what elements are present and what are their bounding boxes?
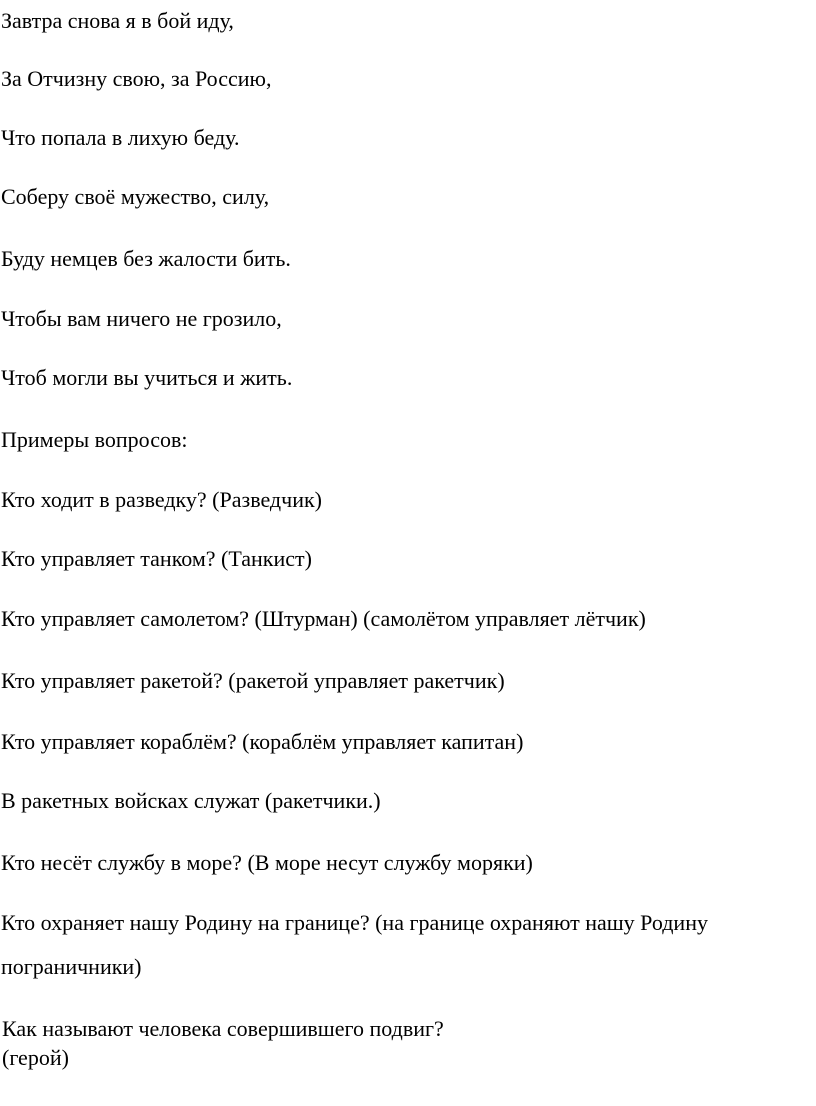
question-line-continuation: пограничники) (1, 954, 142, 979)
question-line: Кто управляет кораблём? (кораблём управляет капитан) (1, 729, 524, 754)
question-line: Кто несёт службу в море? (В море несут службу моряки) (1, 850, 533, 875)
answer-line: (герой) (2, 1045, 69, 1070)
section-heading: Примеры вопросов: (1, 427, 188, 452)
question-line: Как называют человека совершившего подвиг? (2, 1016, 444, 1041)
poem-line-2: За Отчизну свою, за Россию, (1, 66, 272, 91)
question-line: Кто управляет ракетой? (ракетой управляет ракетчик) (1, 668, 505, 693)
poem-line-7: Чтоб могли вы учиться и жить. (1, 365, 293, 390)
poem-line-6: Чтобы вам ничего не грозило, (1, 306, 282, 331)
poem-line-3: Что попала в лихую беду. (1, 125, 240, 150)
question-line: Кто ходит в разведку? (Разведчик) (1, 487, 322, 512)
poem-line-4: Соберу своё мужество, силу, (1, 184, 270, 209)
poem-line-5: Буду немцев без жалости бить. (1, 246, 291, 271)
question-line: Кто управляет танком? (Танкист) (1, 546, 312, 571)
poem-line-1: Завтра снова я в бой иду, (1, 8, 234, 33)
question-line: Кто управляет самолетом? (Штурман) (самолётом управляет лётчик) (1, 606, 646, 631)
question-line: Кто охраняет нашу Родину на границе? (на границе охраняют нашу Родину (1, 910, 708, 935)
question-line: В ракетных войсках служат (ракетчики.) (1, 788, 381, 813)
